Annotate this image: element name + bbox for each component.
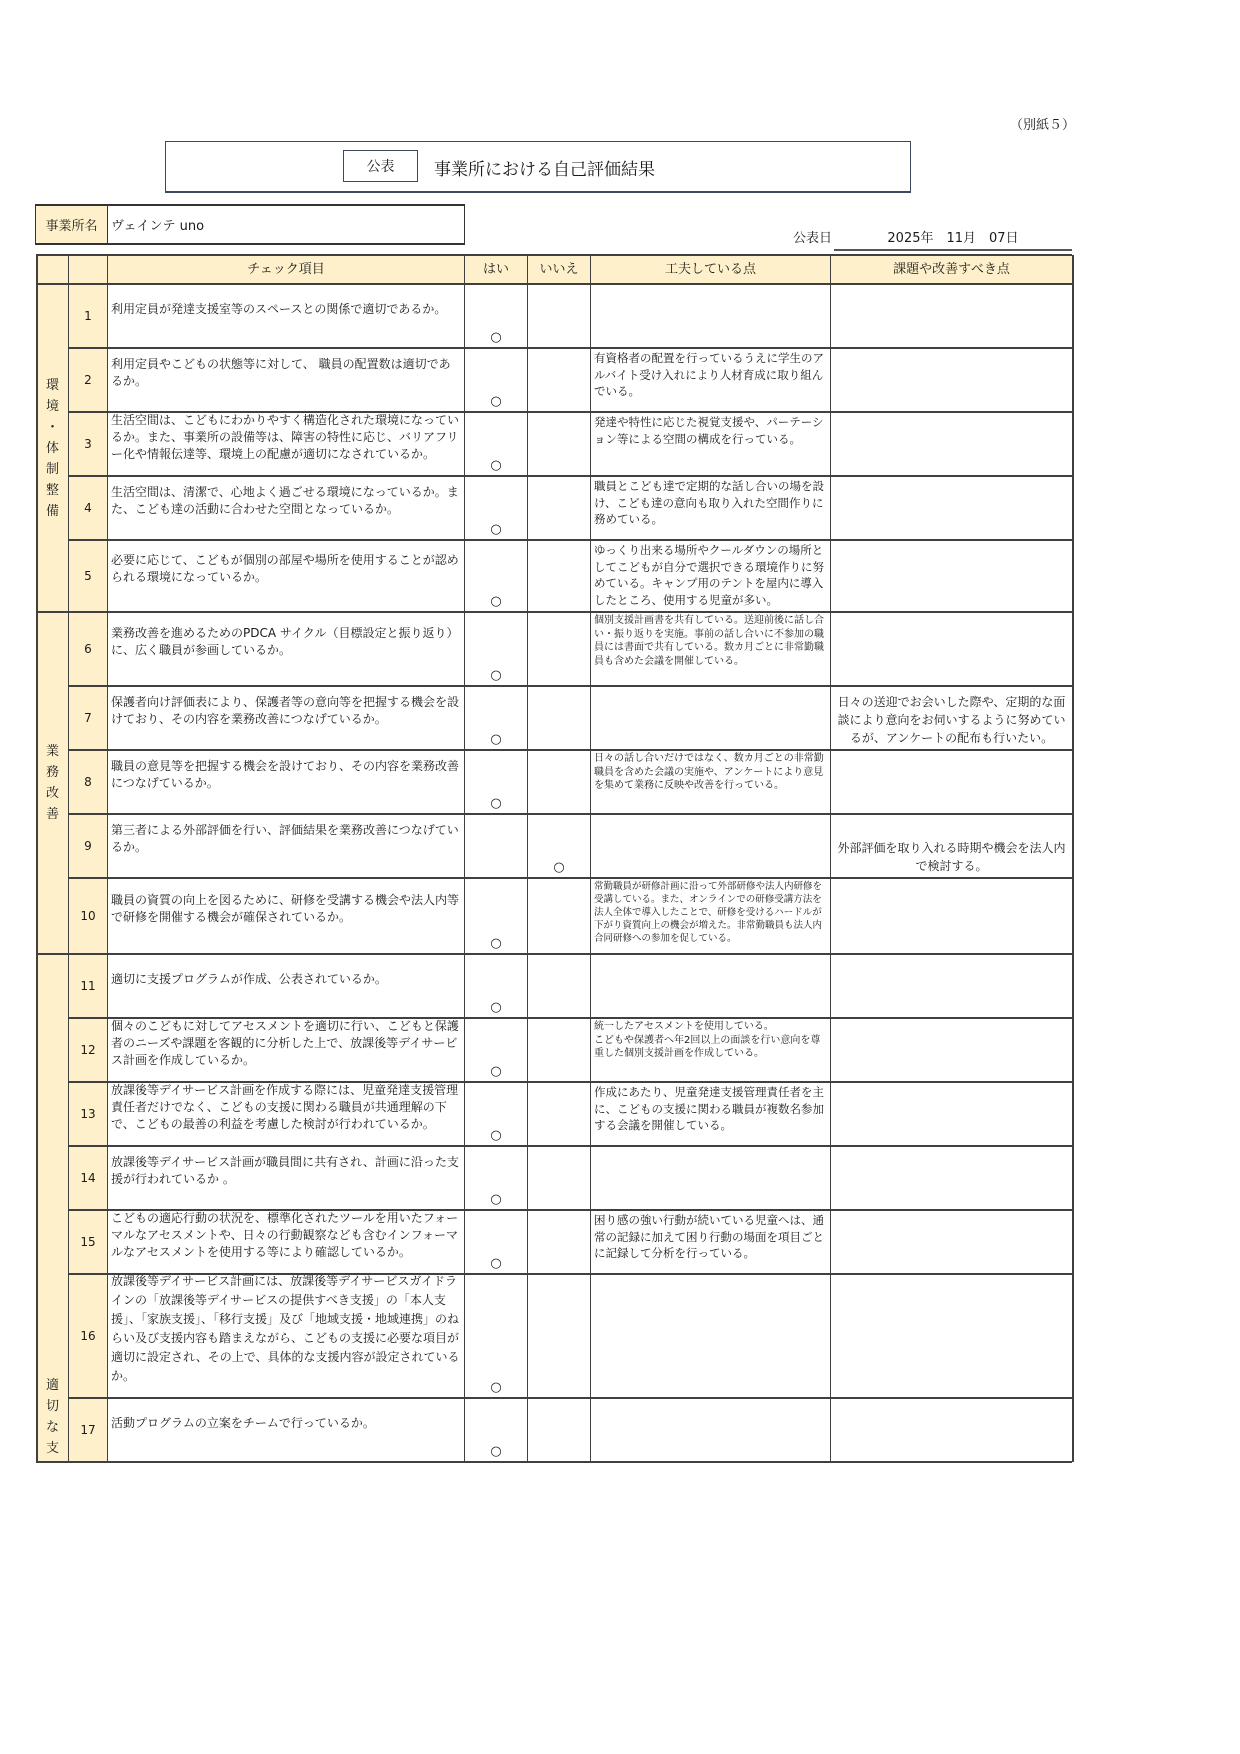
category-cell: [37, 285, 68, 611]
category-cell: [37, 613, 68, 953]
grid-line: [36, 1461, 1072, 1463]
row-number: 1: [69, 285, 107, 347]
efforts-text: 作成にあたり、児童発達支援管理責任者を主に、こどもの支援に関わる職員が複数名参加する会議を開催している。: [594, 1085, 824, 1132]
yes-mark: ○: [490, 522, 502, 537]
no-mark: [528, 1147, 590, 1209]
issues-text: [831, 1399, 1072, 1461]
category-char: 善: [45, 807, 59, 822]
grid-line: [68, 1081, 1072, 1083]
yes-mark: ○: [490, 394, 502, 409]
yes-mark: ○: [490, 1444, 502, 1459]
yes-mark: ○: [490, 330, 502, 345]
grid-line: [36, 255, 38, 1462]
yes-mark: ○: [490, 1000, 502, 1015]
issues-text: [831, 541, 1072, 611]
efforts-text: [591, 285, 830, 347]
no-mark: ○: [553, 860, 565, 875]
issues-text: 外部評価を取り入れる時期や機会を法人内で検討する。: [837, 841, 1066, 873]
check-item-text: 第三者による外部評価を行い、評価結果を業務改善につなげているか。: [111, 823, 459, 854]
grid-line: [68, 1397, 1072, 1399]
check-item-text: 生活空間は、こどもにわかりやすく構造化された環境になっているか。また、事業所の設備等は、障害の特性に応じ、バリアフリー化や情報伝達等、環境上の配慮が適切になされているか。: [111, 413, 460, 461]
yes-mark: ○: [490, 936, 502, 951]
efforts-text: [591, 1275, 830, 1397]
header-no: いいえ: [528, 256, 590, 283]
efforts-text: [591, 1147, 830, 1209]
grid-line: [68, 1017, 1072, 1019]
no-mark: [528, 477, 590, 539]
category-char: 務: [45, 765, 59, 780]
category-char: 備: [45, 503, 59, 519]
page-title: 事業所における自己評価結果: [434, 160, 655, 180]
yes-mark: ○: [490, 594, 502, 609]
no-mark: [528, 955, 590, 1017]
grid-line: [527, 255, 528, 1462]
issues-text: [831, 751, 1072, 813]
category-char: 境: [45, 398, 59, 414]
issues-text: [831, 879, 1072, 953]
check-item-text: 放課後等デイサービス計画を作成する際には、児童発達支援管理責任者だけでなく、こどもの支援に関わる職員が共通理解の下で、こどもの最善の利益を考慮した検討が行われているか。: [111, 1083, 459, 1131]
category-char: 環: [45, 377, 59, 393]
efforts-text: 日々の話し合いだけではなく、数カ月ごとの非常勤職員を含めた会議の実施や、アンケートにより意見を集めて業務に反映や改善を行っている。: [594, 753, 824, 791]
yes-mark: ○: [490, 1380, 502, 1395]
office-name-label: 事業所名: [36, 206, 108, 243]
issues-text: [831, 413, 1072, 475]
grid-line: [36, 953, 1072, 955]
appendix-label: （別紙５）: [1010, 118, 1076, 133]
yes-mark: ○: [490, 1256, 502, 1271]
check-item-text: 業務改善を進めるためのPDCA サイクル（目標設定と振り返り）に、広く職員が参画しているか。: [111, 626, 459, 657]
header-category-cell: [37, 256, 68, 283]
check-item-text: 生活空間は、清潔で、心地よく過ごせる環境になっているか。また、こども達の活動に合わせた空間となっているか。: [111, 485, 459, 516]
no-mark: [528, 1019, 590, 1081]
no-mark: [528, 413, 590, 475]
grid-line: [36, 254, 1072, 256]
check-item-text: 適切に支援プログラムが作成、公表されているか。: [111, 971, 387, 986]
issues-text: [831, 1147, 1072, 1209]
grid-line: [68, 255, 69, 1462]
publication-date-value: 2025年 11月 07日: [834, 227, 1072, 251]
grid-line: [464, 255, 465, 1462]
grid-line: [36, 611, 1072, 613]
issues-text: [831, 613, 1072, 685]
category-char: 切: [45, 1399, 59, 1414]
header-check-item: チェック項目: [108, 256, 464, 283]
no-mark: [528, 1275, 590, 1397]
yes-mark: ○: [490, 668, 502, 683]
no-mark: [528, 879, 590, 953]
check-item-text: こどもの適応行動の状況を、標準化されたツールを用いたフォーマルなアセスメントや、日々の行動観察なども含むインフォーマルなアセスメントを使用する等により確認しているか。: [111, 1211, 459, 1259]
public-badge: 公表: [343, 150, 418, 182]
no-mark: [528, 349, 590, 411]
row-number: 17: [69, 1399, 107, 1461]
row-number: 11: [69, 955, 107, 1017]
issues-text: [831, 477, 1072, 539]
category-char: 体: [45, 440, 59, 456]
check-item-text: 職員の資質の向上を図るために、研修を受講する機会や法人内等で研修を開催する機会が確保されているか。: [111, 893, 460, 924]
efforts-text: 職員とこども達で定期的な話し合いの場を設け、こども達の意向も取り入れた空間作りに務めている。: [594, 479, 824, 526]
check-item-text: 必要に応じて、こどもが個別の部屋や場所を使用することが認められる環境になっているか。: [111, 553, 459, 584]
efforts-text: ゆっくり出来る場所やクールダウンの場所としてこどもが自分で選択できる環境作りに努めている。キャンプ用のテントを屋内に導入したところ、使用する児童が多い。: [594, 543, 824, 607]
check-item-text: 個々のこどもに対してアセスメントを適切に行い、こどもと保護者のニーズや課題を客観的に分析した上で、放課後等デイサービス計画を作成しているか。: [111, 1019, 459, 1067]
efforts-text: [591, 687, 830, 749]
no-mark: [528, 1399, 590, 1461]
check-item-text: 利用定員が発達支援室等のスペースとの関係で適切であるか。: [111, 301, 447, 316]
grid-line: [68, 411, 1072, 413]
row-number: 3: [69, 413, 107, 475]
category-char: ・: [45, 419, 59, 435]
grid-line: [68, 1273, 1072, 1275]
efforts-text: 常勤職員が研修計画に沿って外部研修や法人内研修を受講している。また、オンラインでの研修受講方法を法人全体で導入したことで、研修を受けるハードルが下がり資質向上の機会が増えた。非常勤職員も法人内合同研修への参加を促している。: [594, 881, 823, 944]
no-mark: [528, 751, 590, 813]
no-mark: [528, 541, 590, 611]
efforts-text: [591, 815, 830, 877]
category-char: 整: [45, 482, 59, 498]
grid-line: [68, 475, 1072, 477]
row-number: 8: [69, 751, 107, 813]
yes-mark: [465, 815, 527, 877]
office-name-field: [35, 204, 465, 245]
yes-mark: ○: [490, 796, 502, 811]
grid-line: [68, 539, 1072, 541]
yes-mark: ○: [490, 1192, 502, 1207]
issues-text: [831, 1275, 1072, 1397]
no-mark: [528, 613, 590, 685]
category-char: 支: [45, 1441, 59, 1456]
issues-text: [831, 285, 1072, 347]
row-number: 14: [69, 1147, 107, 1209]
grid-line: [68, 749, 1072, 751]
header-yes: はい: [465, 256, 527, 283]
check-item-text: 利用定員やこどもの状態等に対して、 職員の配置数は適切であるか。: [111, 357, 451, 388]
header-efforts: 工夫している点: [591, 256, 830, 283]
grid-line: [68, 685, 1072, 687]
row-number: 13: [69, 1083, 107, 1145]
issues-text: 日々の送迎でお会いした際や、定期的な面談により意向をお伺いするように努めているが、アンケートの配布も行いたい。: [837, 695, 1066, 745]
yes-mark: ○: [490, 1128, 502, 1143]
no-mark: [528, 1211, 590, 1273]
check-item-text: 放課後等デイサービス計画には、放課後等デイサービスガイドラインの「放課後等デイサービスの提供すべき支援」の「本人支援」、「家族支援」、「移行支援」及び「地域支援・地域連携」のねらい及び支援内容も踏まえながら、こどもの支援に必要な項目が適切に設定され、その上で、具体的な支援内容が設定されているか。: [111, 1275, 460, 1383]
row-number: 7: [69, 687, 107, 749]
issues-text: [831, 955, 1072, 1017]
category-cell: [37, 955, 68, 1461]
efforts-text: 発達や特性に応じた視覚支援や、パーテーション等による空間の構成を行っている。: [594, 415, 824, 446]
row-number: 4: [69, 477, 107, 539]
category-char: 業: [45, 744, 59, 759]
category-char: 適: [45, 1378, 59, 1393]
row-number: 5: [69, 541, 107, 611]
category-char: 制: [45, 461, 59, 477]
row-number: 10: [69, 879, 107, 953]
no-mark: [528, 1083, 590, 1145]
publication-date-label: 公表日: [793, 231, 833, 246]
yes-mark: ○: [490, 458, 502, 473]
grid-line: [830, 255, 831, 1462]
header-issues: 課題や改善すべき点: [831, 256, 1072, 283]
check-item-text: 活動プログラムの立案をチームで行っているか。: [111, 1415, 375, 1430]
row-number: 16: [69, 1275, 107, 1397]
row-number: 15: [69, 1211, 107, 1273]
grid-line: [68, 1145, 1072, 1147]
header-number-cell: [69, 256, 107, 283]
category-char: 改: [45, 786, 59, 801]
grid-line: [1072, 255, 1074, 1462]
title-banner: [165, 141, 911, 193]
grid-line: [68, 877, 1072, 879]
no-mark: [528, 285, 590, 347]
efforts-text: 困り感の強い行動が続いている児童へは、通常の記録に加えて困り行動の場面を項目ごとに記録して分析を行っている。: [594, 1213, 824, 1260]
grid-line: [68, 1209, 1072, 1211]
efforts-text: [591, 955, 830, 1017]
efforts-text: 個別支援計画書を共有している。送迎前後に話し合い・振り返りを実施。事前の話し合いに不参加の職員には書面で共有している。数カ月ごとに非常勤職員も含めた会議を開催している。: [594, 615, 824, 667]
issues-text: [831, 1083, 1072, 1145]
grid-line: [590, 255, 591, 1462]
category-char: な: [45, 1420, 59, 1435]
grid-line: [68, 347, 1072, 349]
efforts-text: 統一したアセスメントを使用している。 こどもや保護者へ年2回以上の面談を行い意向を尊重した個別支援計画を作成している。: [594, 1021, 821, 1059]
row-number: 9: [69, 815, 107, 877]
row-number: 12: [69, 1019, 107, 1081]
check-item-text: 保護者向け評価表により、保護者等の意向等を把握する機会を設けており、その内容を業務改善につなげているか。: [111, 695, 460, 726]
grid-line: [36, 283, 1072, 285]
yes-mark: ○: [490, 1064, 502, 1079]
check-item-text: 職員の意見等を把握する機会を設けており、その内容を業務改善につなげているか。: [111, 759, 460, 790]
efforts-text: 有資格者の配置を行っているうえに学生のアルバイト受け入れにより人材育成に取り組んでいる。: [594, 351, 824, 398]
issues-text: [831, 1019, 1072, 1081]
efforts-text: [591, 1399, 830, 1461]
check-item-text: 放課後等デイサービス計画が職員間に共有され、計画に沿った支援が行われているか 。: [111, 1155, 459, 1186]
row-number: 2: [69, 349, 107, 411]
issues-text: [831, 349, 1072, 411]
issues-text: [831, 1211, 1072, 1273]
grid-line: [68, 813, 1072, 815]
no-mark: [528, 687, 590, 749]
office-name-value: ヴェインテ uno: [111, 219, 205, 234]
yes-mark: ○: [490, 732, 502, 747]
row-number: 6: [69, 613, 107, 685]
grid-line: [107, 255, 108, 1462]
